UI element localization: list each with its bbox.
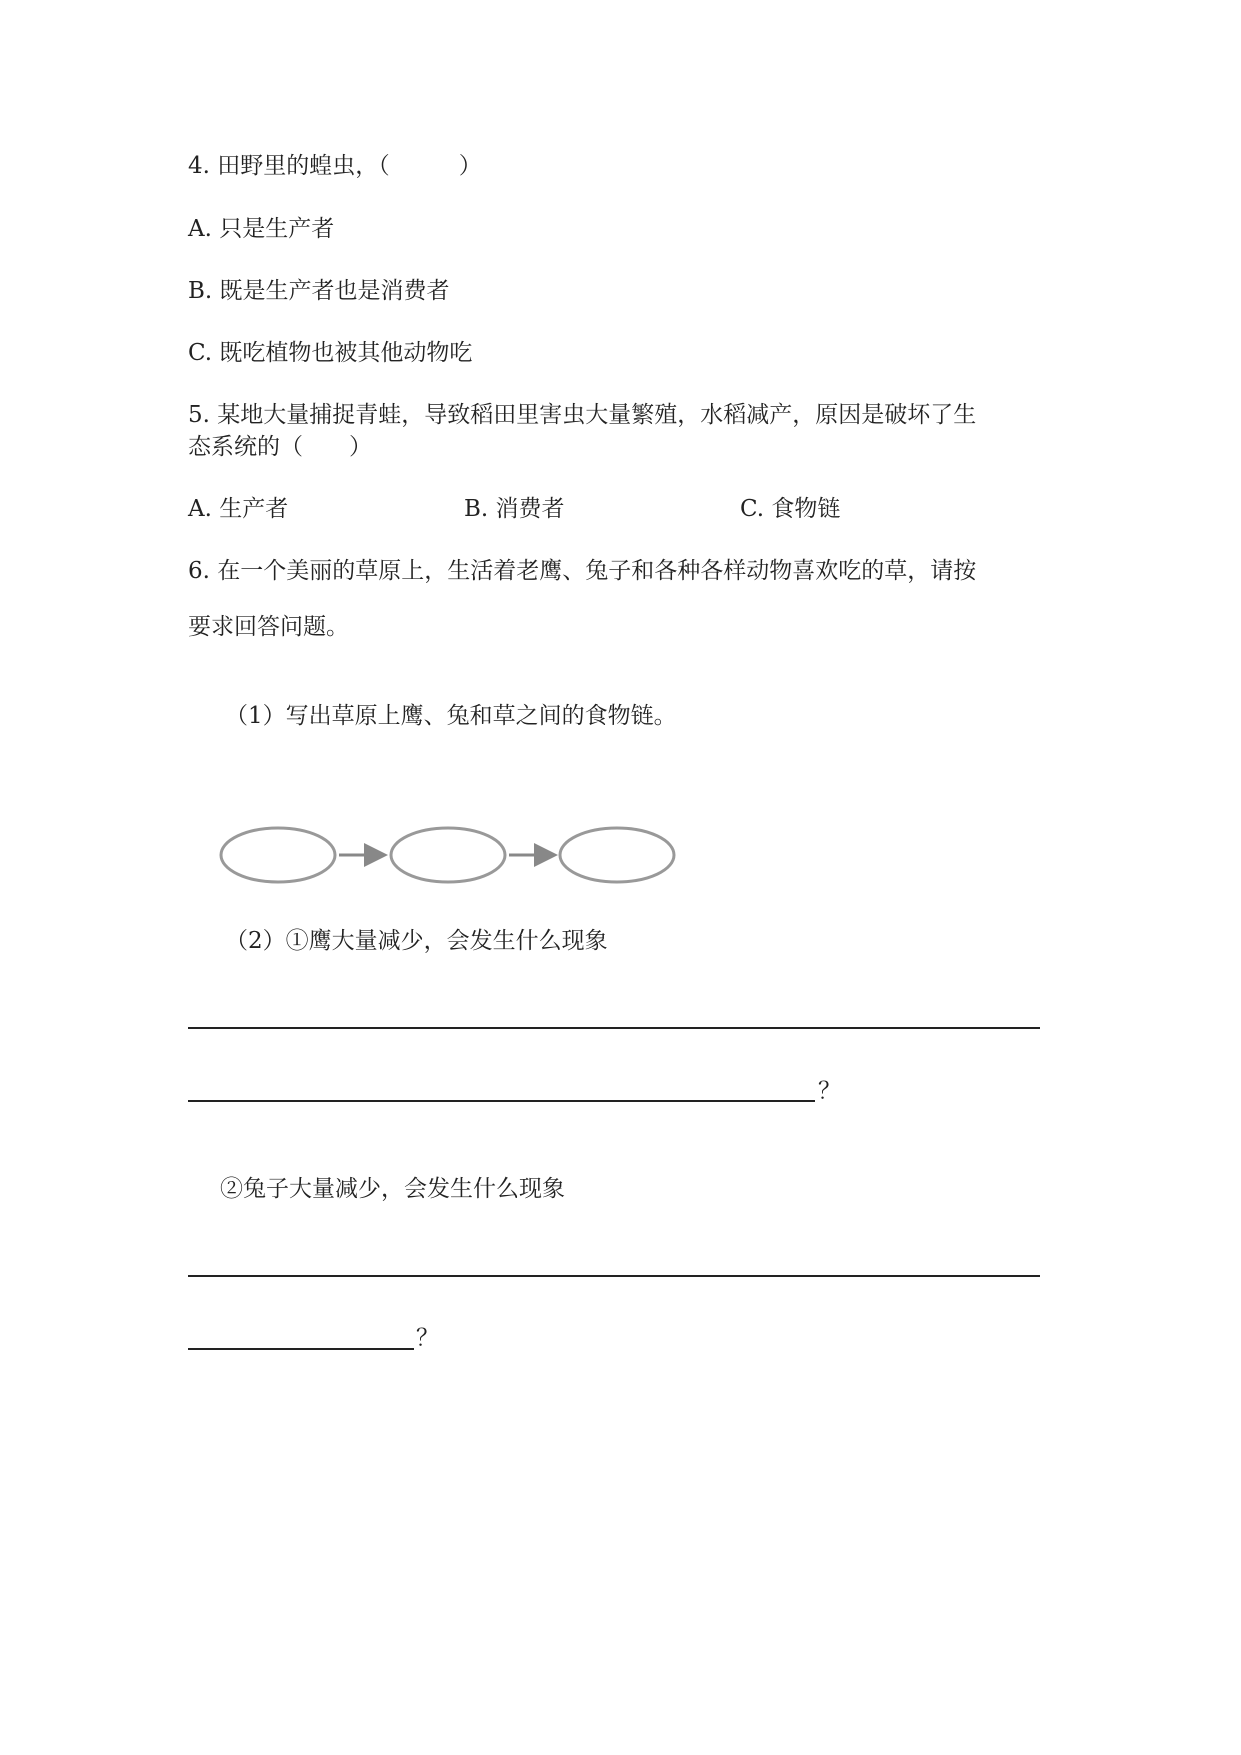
food-chain-blank-1[interactable] [221, 828, 335, 882]
q6-sub2-2: ②兔子大量减少，会发生什么现象 [220, 1176, 565, 1202]
answer-line-4[interactable] [188, 1348, 414, 1350]
q6-sub1: （1）写出草原上鹰、兔和草之间的食物链。 [225, 703, 677, 729]
q4-option-c[interactable]: C. 既吃植物也被其他动物吃 [188, 340, 473, 366]
answer-question-mark-2: ？ [416, 1325, 439, 1351]
answer-line-1[interactable] [188, 1027, 1040, 1029]
food-chain-blank-3[interactable] [560, 828, 674, 882]
q5-option-a[interactable]: A. 生产者 [188, 496, 289, 522]
food-chain-diagram [215, 820, 680, 890]
answer-question-mark-1: ？ [818, 1078, 841, 1104]
food-chain-blank-2[interactable] [391, 828, 505, 882]
q6-stem-line1: 6. 在一个美丽的草原上，生活着老鹰、兔子和各种各样动物喜欢吃的草，请按 [188, 558, 977, 584]
answer-line-2[interactable] [188, 1100, 815, 1102]
q5-stem-line2: 态系统的（ ） [188, 434, 372, 460]
q4-option-b[interactable]: B. 既是生产者也是消费者 [188, 278, 450, 304]
q4-option-a[interactable]: A. 只是生产者 [188, 216, 335, 242]
q4-stem: 4. 田野里的蝗虫，（ ） [188, 153, 482, 179]
q5-stem-line1: 5. 某地大量捕捉青蛙，导致稻田里害虫大量繁殖，水稻减产，原因是破坏了生 [188, 402, 977, 428]
q5-option-b[interactable]: B. 消费者 [464, 496, 565, 522]
q6-stem-line2: 要求回答问题。 [188, 614, 349, 640]
answer-line-3[interactable] [188, 1275, 1040, 1277]
q5-option-c[interactable]: C. 食物链 [740, 496, 841, 522]
q6-sub2-1: （2）①鹰大量减少，会发生什么现象 [225, 928, 608, 954]
